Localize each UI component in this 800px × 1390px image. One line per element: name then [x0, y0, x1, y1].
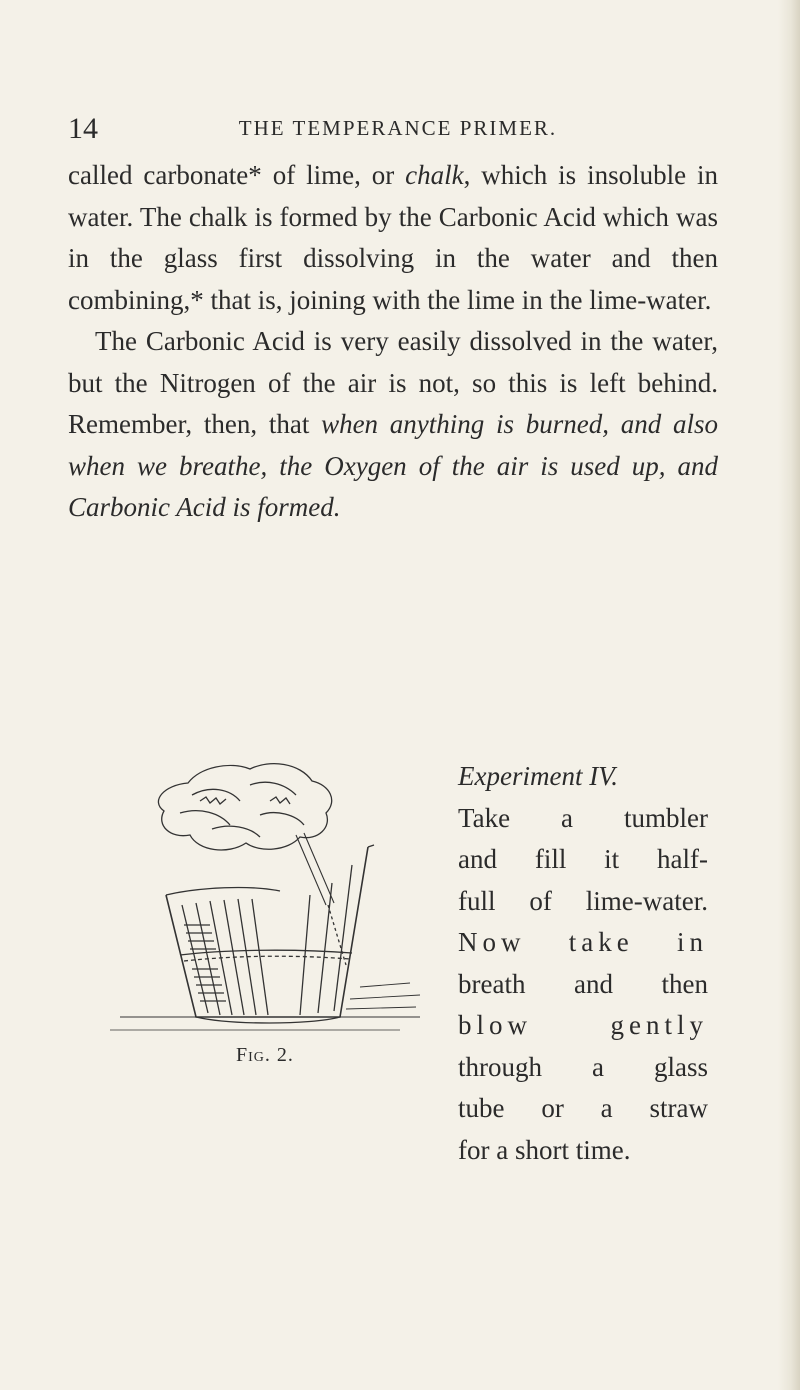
experiment-line: tube or a straw	[458, 1093, 708, 1123]
tumbler-engraving-image	[100, 755, 440, 1040]
experiment-line: Now take in	[458, 927, 708, 957]
body-text	[68, 155, 718, 529]
tumbler-illustration	[100, 755, 440, 1040]
experiment-title: Experiment IV.	[458, 761, 618, 791]
running-title: THE TEMPERANCE PRIMER.	[238, 116, 558, 140]
experiment-line: and fill it half-	[458, 844, 708, 874]
experiment-block	[458, 756, 708, 1171]
page-number: 14	[68, 112, 98, 145]
experiment-line: for a short time.	[458, 1134, 631, 1165]
page-header	[68, 112, 728, 152]
figure-caption: Fig. 2.	[236, 1044, 294, 1066]
paragraph-2: The Carbonic Acid is very easily dissolved in the water, but the Nitrogen of the air is not, so this is left behind. Remember, then, that when anything is burned, and also when we breathe, the Oxygen of the air is used up, and Carbonic Acid is formed.	[68, 326, 718, 522]
paragraph-1: called carbonate* of lime, or chalk, which is insoluble in water. The chalk is formed by the Carbonic Acid which was in the glass first dissolving in the water and then combining,* that is, joining with the lime in the lime-water.	[68, 160, 718, 315]
experiment-line: blow gently	[458, 1010, 708, 1040]
page-edge-shadow	[778, 0, 800, 1390]
experiment-line: Take a tumbler	[458, 802, 708, 833]
key-statement: when anything is burned, and also when we breathe, the Oxygen of the air is used up, and Carbonic Acid is formed.	[68, 409, 718, 522]
experiment-line: through a glass	[458, 1051, 708, 1082]
chalk-term: chalk	[405, 160, 464, 190]
experiment-line: full of lime-water.	[458, 885, 708, 916]
experiment-line: breath and then	[458, 968, 708, 999]
